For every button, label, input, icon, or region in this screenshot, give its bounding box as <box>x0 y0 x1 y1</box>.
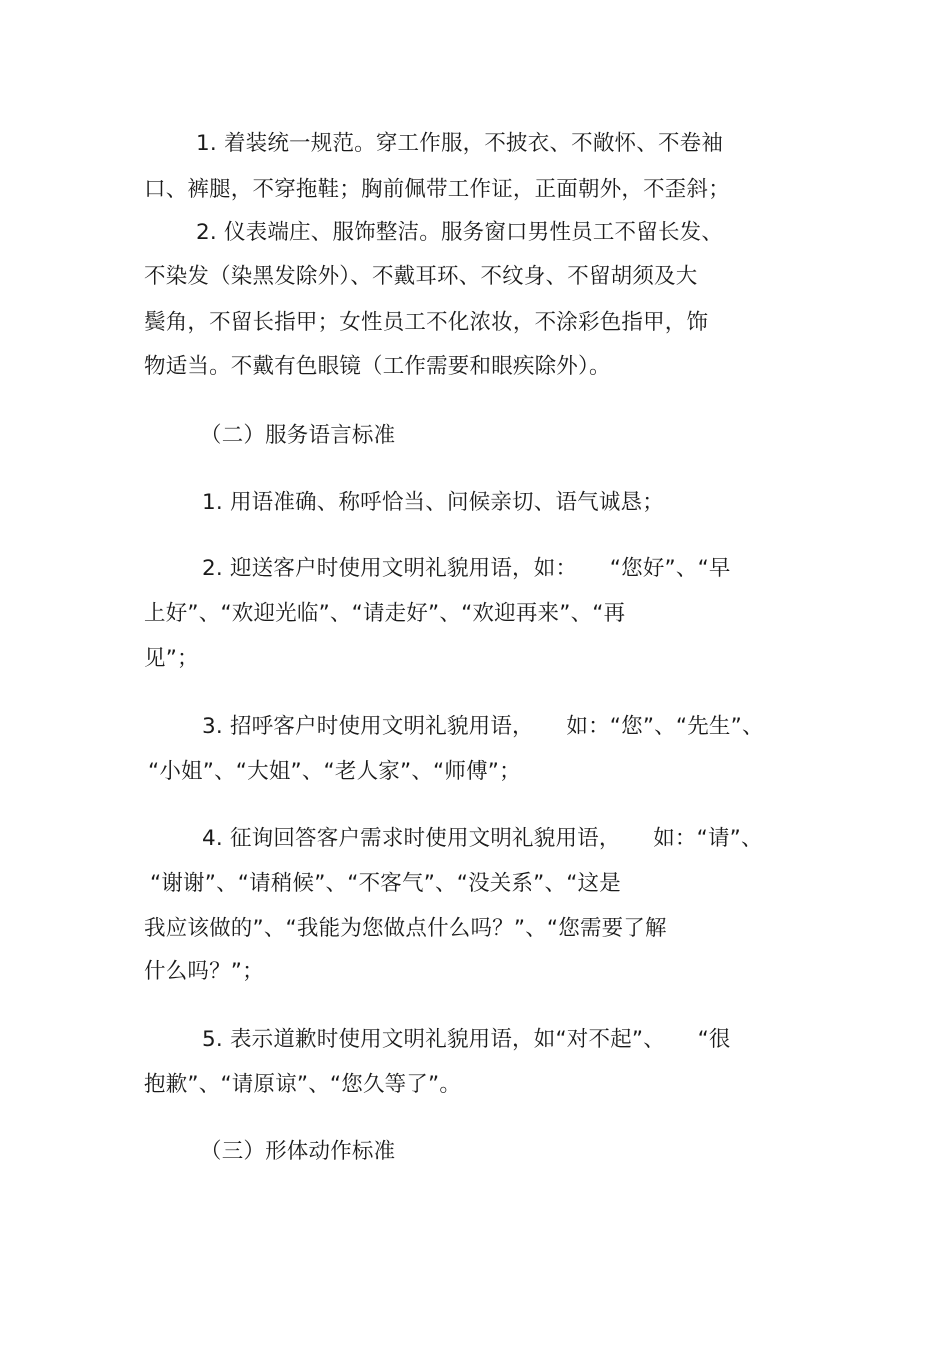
text-line: 不染发（染黑发除外）、不戴耳环、不纹身、不留胡须及大 <box>144 264 698 289</box>
section-heading: （三）形体动作标准 <box>200 1139 396 1164</box>
text-line: 4. 征询回答客户需求时使用文明礼貌用语， 如：“请”、 <box>202 826 763 851</box>
section-heading: （二）服务语言标准 <box>200 423 396 448</box>
text-line: 1. 用语准确、称呼恰当、问候亲切、语气诚恳； <box>202 490 664 515</box>
text-line: 上好”、“欢迎光临”、“请走好”、“欢迎再来”、“再 <box>144 601 626 626</box>
text-line: 鬓角，不留长指甲；女性员工不化浓妆，不涂彩色指甲，饰 <box>144 310 709 335</box>
text-line: 2. 仪表端庄、服饰整洁。服务窗口男性员工不留长发、 <box>196 220 724 245</box>
text-line: 2. 迎送客户时使用文明礼貌用语，如： “您好”、“早 <box>202 556 731 581</box>
text-line: 3. 招呼客户时使用文明礼貌用语， 如：“您”、“先生”、 <box>202 714 764 739</box>
text-line: 什么吗？”； <box>144 959 264 984</box>
text-line: 物适当。不戴有色眼镜（工作需要和眼疾除外）。 <box>144 354 611 379</box>
text-line: “谢谢”、“请稍候”、“不客气”、“没关系”、“这是 <box>150 871 621 896</box>
text-line: 我应该做的”、“我能为您做点什么吗？”、“您需要了解 <box>144 916 667 941</box>
text-line: 口、裤腿，不穿拖鞋；胸前佩带工作证，正面朝外，不歪斜； <box>144 177 730 202</box>
text-line: 1. 着装统一规范。穿工作服，不披衣、不敞怀、不卷袖 <box>196 131 724 156</box>
text-line: 抱歉”、“请原谅”、“您久等了”。 <box>144 1072 462 1097</box>
text-line: 5. 表示道歉时使用文明礼貌用语，如“对不起”、 “很 <box>202 1027 731 1052</box>
text-line: 见”； <box>144 646 199 671</box>
text-line: “小姐”、“大姐”、“老人家”、“师傅”； <box>148 759 521 784</box>
